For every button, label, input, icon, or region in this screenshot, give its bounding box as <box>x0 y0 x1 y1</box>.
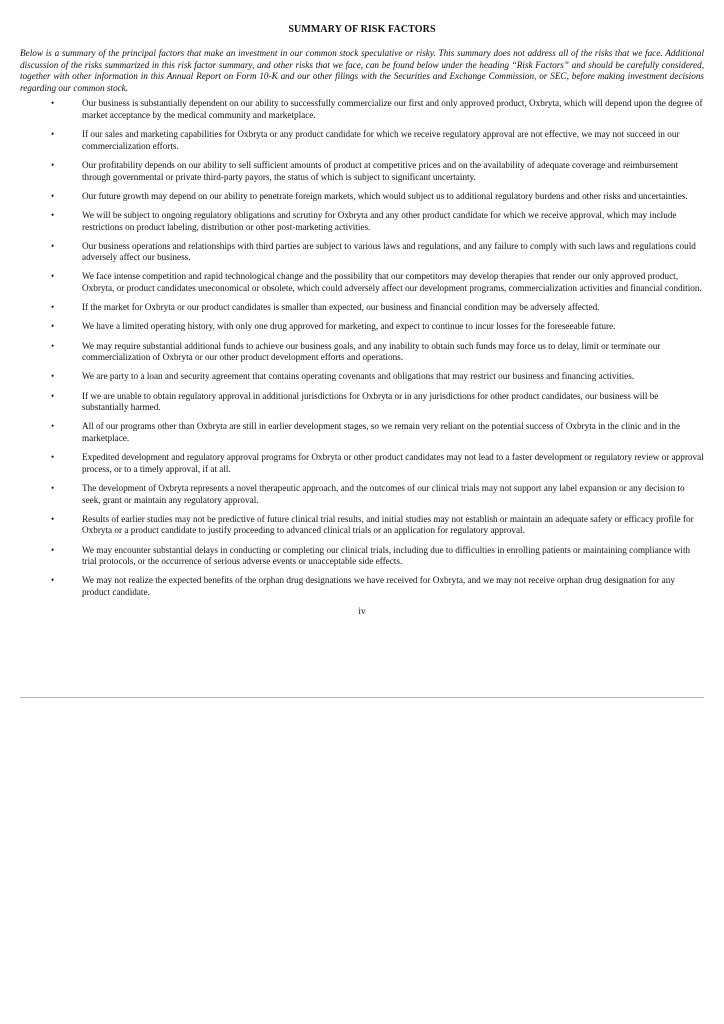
bullet-icon: • <box>51 371 55 382</box>
risk-factor-item <box>20 483 704 506</box>
risk-factor-text: Our future growth may depend on our ability to penetrate foreign markets, which would subject us to additional regulatory burdens and other risks and uncertainties. <box>82 190 688 201</box>
risk-factor-item <box>20 302 704 314</box>
risk-factor-text: If the market for Oxbryta or our product candidates is smaller than expected, our business and financial condition may be adversely affected. <box>82 302 600 313</box>
risk-factor-text: Our profitability depends on our ability to sell sufficient amounts of product at competitive prices and on the availability of adequate coverage and reimbursement through governmental or private third-party payors, the status of which is subject to significant uncertainty. <box>82 159 679 182</box>
bullet-icon: • <box>51 129 55 140</box>
risk-factor-text: The development of Oxbryta represents a novel therapeutic approach, and the outcomes of our clinical trials may not support any label expansion or any decision to seek, grant or maintain any regulatory approval. <box>82 482 685 505</box>
risk-factor-text: Expedited development and regulatory approval programs for Oxbryta or other product candidates may not lead to a faster development or regulatory review or approval process, or to a timely approval, if at all. <box>82 452 704 474</box>
risk-factor-item <box>20 514 704 537</box>
risk-factor-item <box>20 575 704 598</box>
risk-factor-text: Results of earlier studies may not be predictive of future clinical trial results, and initial studies may not establish or maintain an adequate safety or efficacy profile for Oxbryta or a product candidate to justify proceeding to advanced clinical trials or an application for regulatory approval. <box>82 513 694 536</box>
risk-factor-text: We may not realize the expected benefits of the orphan drug designations we have received for Oxbryta, and we may not receive orphan drug designation for any product candidate. <box>82 575 675 597</box>
risk-factor-item <box>20 271 704 294</box>
risk-factor-item <box>20 391 704 414</box>
bullet-icon: • <box>51 98 55 109</box>
risk-factor-item <box>20 210 704 233</box>
risk-factor-item <box>20 241 704 264</box>
risk-factor-item <box>20 341 704 364</box>
bullet-icon: • <box>51 421 55 432</box>
document-page <box>20 24 704 617</box>
bullet-icon: • <box>51 209 55 220</box>
bullet-icon: • <box>51 302 55 313</box>
document-title: SUMMARY OF RISK FACTORS <box>288 24 436 35</box>
risk-factor-text: Our business operations and relationships with third parties are subject to various laws and regulations, and any failure to comply with such laws and regulations could adversely affect our business. <box>82 240 696 263</box>
bullet-icon: • <box>51 452 55 463</box>
risk-factor-text: If our sales and marketing capabilities for Oxbryta or any product candidate for which we receive regulatory approval are not effective, we may not succeed in our commercialization efforts. <box>82 129 680 151</box>
risk-factor-item <box>20 545 704 568</box>
risk-factor-text: We will be subject to ongoing regulatory obligations and scrutiny for Oxbryta and any other product candidate for which we receive approval, which may include restrictions on product labeling, distribution or other post-marketing activities. <box>82 209 677 232</box>
risk-factor-text: We are party to a loan and security agreement that contains operating covenants and obligations that may restrict our business and financing activities. <box>82 371 635 382</box>
risk-factor-item <box>20 371 704 383</box>
risk-factor-item <box>20 191 704 203</box>
risk-factor-item <box>20 321 704 333</box>
bullet-icon: • <box>51 190 55 201</box>
risk-factor-text: We may require substantial additional funds to achieve our business goals, and any inability to obtain such funds may force us to delay, limit or terminate our commercialization of Oxbryta or our other product development efforts and operations. <box>82 340 661 363</box>
risk-factor-text: If we are unable to obtain regulatory approval in additional jurisdictions for Oxbryta or in any jurisdictions for other product candidates, our business will be substantially harmed. <box>82 390 659 413</box>
risk-factor-text: All of our programs other than Oxbryta are still in earlier development stages, so we remain very reliant on the potential success of Oxbryta in the clinic and in the marketplace. <box>82 421 681 443</box>
risk-factor-item <box>20 160 704 183</box>
page-divider <box>20 697 704 698</box>
bullet-icon: • <box>51 390 55 401</box>
risk-factor-item <box>20 421 704 444</box>
risk-factor-item <box>20 129 704 152</box>
bullet-icon: • <box>51 575 55 586</box>
bullet-icon: • <box>51 340 55 351</box>
bullet-icon: • <box>51 159 55 170</box>
bullet-icon: • <box>51 513 55 524</box>
risk-factor-text: We have a limited operating history, with only one drug approved for marketing, and expect to continue to incur losses for the foreseeable future. <box>82 321 616 332</box>
bullet-icon: • <box>51 544 55 555</box>
bullet-icon: • <box>51 271 55 282</box>
bullet-icon: • <box>51 240 55 251</box>
risk-factor-text: We face intense competition and rapid technological change and the possibility that our competitors may develop therapies that render our only approved product, Oxbryta, or product candidates uneconomical or obsolete, which could adversely affect our development programs, commercialization activities and financial condition. <box>82 271 702 294</box>
page-number: iv <box>358 606 366 617</box>
bullet-icon: • <box>51 482 55 493</box>
risk-factor-list <box>20 98 704 598</box>
risk-factor-item <box>20 98 704 121</box>
risk-factor-text: Our business is substantially dependent on our ability to successfully commercialize our first and only approved product, Oxbryta, which will depend upon the degree of market acceptance by the medical community and marketplace. <box>82 98 703 120</box>
risk-factor-item <box>20 452 704 475</box>
risk-factor-text: We may encounter substantial delays in conducting or completing our clinical trials, including due to difficulties in enrolling patients or maintaining compliance with trial protocols, or the occurrence of serious adverse events or unacceptable side effects. <box>82 544 691 567</box>
intro-paragraph: Below is a summary of the principal factors that make an investment in our common stock speculative or risky. This summary does not address all of the risks that we face. Additional discussion of the risks summarized in this risk factor summary, and other risks that we face, can be found below under the heading “Risk Factors” and should be carefully considered, together with other information in this Annual Report on Form 10-K and our other filings with the Securities and Exchange Commission, or SEC, before making investment decisions regarding our common stock. <box>20 48 704 93</box>
bullet-icon: • <box>51 321 55 332</box>
